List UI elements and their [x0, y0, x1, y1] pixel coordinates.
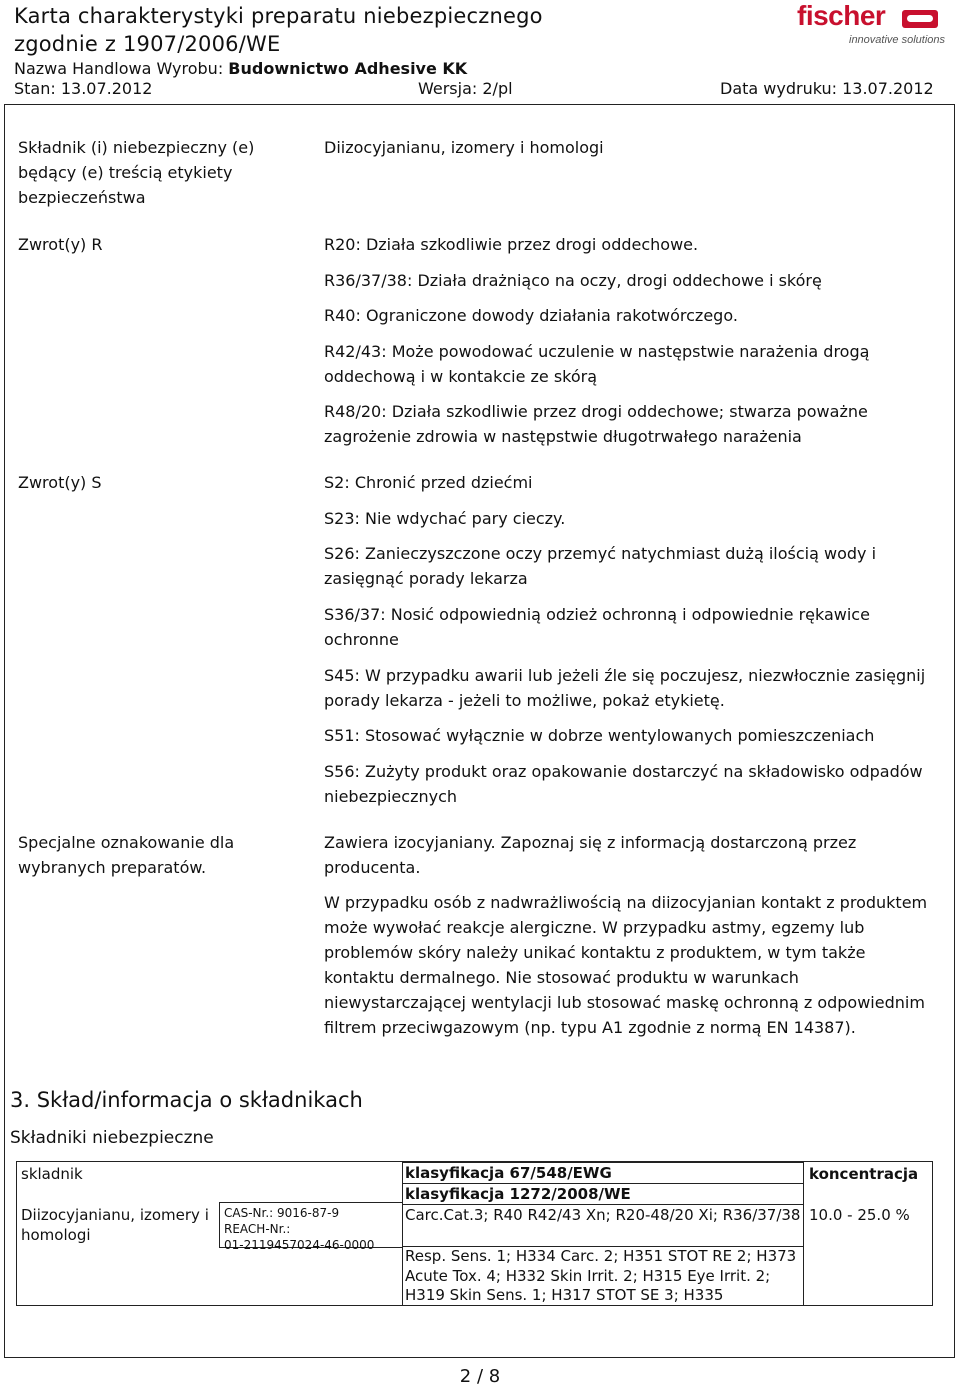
- s-phrase: S26: Zanieczyszczone oczy przemyć natychmiast dużą ilością wody i zasięgnąć porady lekarza: [324, 544, 877, 588]
- product-name-label: Nazwa Handlowa Wyrobu:: [14, 59, 224, 78]
- classification-1272-2008: Resp. Sens. 1; H334 Carc. 2; H351 STOT RE 2; H373 Acute Tox. 4; H332 Skin Irrit. 2; H315 Eye Irrit. 2; H319 Skin Sens. 1; H317 STOT SE 3; H335: [402, 1246, 804, 1306]
- s-phrase: S45: W przypadku awarii lub jeżeli źle się poczujesz, niezwłocznie zasięgnij porady lekarza - jeżeli to możliwe, pokaż etykietę.: [324, 666, 926, 710]
- product-name: Budownictwo Adhesive KK: [228, 59, 468, 78]
- r-phrases-label: Zwrot(y) R: [18, 235, 103, 254]
- r-phrase: R40: Ograniczone dowody działania rakotwórczego.: [324, 306, 738, 325]
- column-header-ingredient: skladnik: [21, 1165, 83, 1183]
- r-phrase: R36/37/38: Działa drażniąco na oczy, drogi oddechowe i skórę: [324, 271, 822, 290]
- ingredient-value: Diizocyjanianu, izomery i homologi: [324, 138, 604, 157]
- special-text: Zawiera izocyjaniany. Zapoznaj się z informacją dostarczoną przez producenta.: [324, 833, 857, 877]
- column-header-class-67: klasyfikacja 67/548/EWG: [402, 1162, 804, 1184]
- concentration-value: 10.0 - 25.0 %: [809, 1206, 910, 1224]
- classification-67-548: Carc.Cat.3; R40 R42/43 Xn; R20-48/20 Xi; R36/37/38: [402, 1204, 804, 1247]
- logo-brand-text: fischer: [797, 0, 886, 31]
- status-date: Stan: 13.07.2012: [14, 79, 153, 98]
- ingredient-label: Składnik (i) niebezpieczny (e) będący (e) treścią etykiety bezpieczeństwa: [18, 138, 255, 207]
- column-header-class-1272: klasyfikacja 1272/2008/WE: [402, 1183, 804, 1205]
- identifier-cell: [219, 1202, 403, 1252]
- logo-badge-icon: [902, 10, 938, 28]
- r-phrase: R20: Działa szkodliwie przez drogi oddechowe.: [324, 235, 699, 254]
- version: Wersja: 2/pl: [418, 79, 513, 98]
- cas-number: CAS-Nr.: 9016-87-9: [224, 1206, 340, 1220]
- special-labelling-label: Specjalne oznakowanie dla wybranych preparatów.: [18, 833, 235, 877]
- section-heading: 3. Skład/informacja o składnikach: [10, 1088, 363, 1112]
- r-phrase: R48/20: Działa szkodliwie przez drogi oddechowe; stwarza poważne zagrożenie zdrowia w następstwie długotrwałego narażenia: [324, 402, 868, 446]
- subsection-heading: Składniki niebezpieczne: [10, 1128, 214, 1148]
- regulation-reference: zgodnie z 1907/2006/WE: [14, 32, 281, 56]
- s-phrase: S23: Nie wdychać pary cieczy.: [324, 509, 566, 528]
- fischer-logo: [797, 0, 946, 46]
- s-phrase: S36/37: Nosić odpowiednią odzież ochronną i odpowiednie rękawice ochronne: [324, 605, 870, 649]
- page-number: 2 / 8: [459, 1366, 501, 1387]
- r-phrase: R42/43: Może powodować uczulenie w następstwie narażenia drogą oddechową i w kontakcie ze skórą: [324, 342, 870, 386]
- special-text: W przypadku osób z nadwrażliwością na diizocyjanian kontakt z produktem może wywołać reakcje alergiczne. W przypadku astmy, egzemy lub problemów skóry należy unikać kontaktu z produktem, w tym także kontaktu dermalnego. Nie stosować produktu w warunkach niewystarczającej wentylacji lub stosować maskę ochronną z odpowiednim filtrem przeciwgazowym (np. typu A1 zgodnie z normą EN 14387).: [324, 893, 928, 1037]
- print-date: Data wydruku: 13.07.2012: [720, 79, 934, 98]
- hazardous-ingredients-table: [16, 1161, 933, 1306]
- document-title: Karta charakterystyki preparatu niebezpiecznego: [14, 4, 543, 28]
- s-phrase: S51: Stosować wyłącznie w dobrze wentylowanych pomieszczeniach: [324, 726, 875, 745]
- reach-number: 01-2119457024-46-0000: [224, 1238, 375, 1252]
- s-phrase: S56: Zużyty produkt oraz opakowanie dostarczyć na składowisko odpadów niebezpiecznych: [324, 762, 923, 806]
- s-phrases-label: Zwrot(y) S: [18, 473, 102, 492]
- s-phrase: S2: Chronić przed dziećmi: [324, 473, 533, 492]
- document-header: [14, 2, 794, 80]
- reach-label: REACH-Nr.:: [224, 1222, 291, 1236]
- ingredient-name: Diizocyjanianu, izomery i homologi: [21, 1206, 209, 1244]
- product-name-line: [14, 58, 794, 80]
- column-header-concentration: koncentracja: [809, 1165, 919, 1183]
- logo-tagline: innovative solutions: [849, 34, 946, 46]
